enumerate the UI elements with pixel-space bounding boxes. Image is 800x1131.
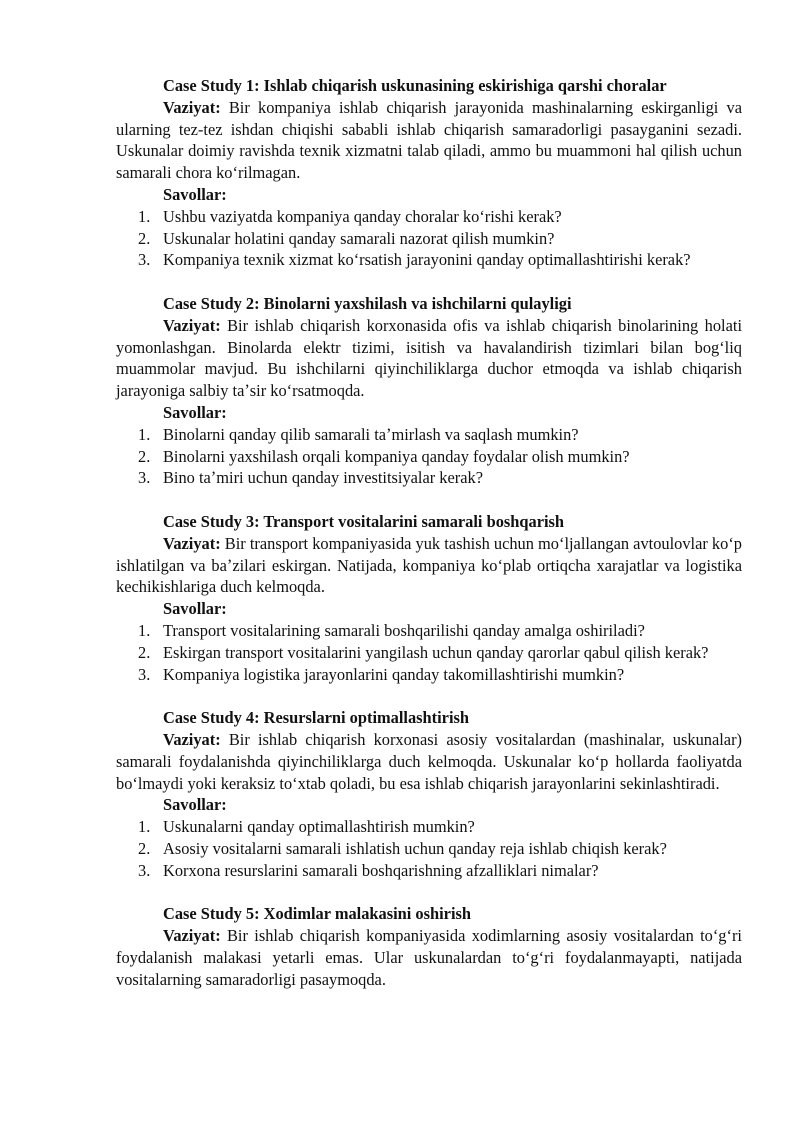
questions-title: Savollar: xyxy=(163,184,227,204)
question-number: 3. xyxy=(138,250,151,270)
situation-text: Bir ishlab chiqarish kompaniyasida xodimlarning asosiy vositalardan toʻgʻri foydalanish malakasi yetarli emas. Ular uskunalardan toʻgʻri foydalanmayapti, natijada vositalarning samaradorligi pasaymoqda. xyxy=(116,926,742,989)
questions-list xyxy=(116,620,742,685)
questions-title: Savollar: xyxy=(163,795,227,815)
question-number: 2. xyxy=(138,446,151,466)
case-study-2 xyxy=(116,293,742,489)
question-text: Ushbu vaziyatda kompaniya qanday choralar koʻrishi kerak? xyxy=(163,206,562,226)
questions-list xyxy=(116,206,742,271)
question-item xyxy=(116,206,742,228)
case-title: Case Study 3: Transport vositalarini samarali boshqarish xyxy=(163,511,565,531)
question-item xyxy=(116,228,742,250)
question-text: Binolarni qanday qilib samarali taʼmirlash va saqlash mumkin? xyxy=(163,424,579,444)
question-item xyxy=(116,642,742,664)
question-item xyxy=(116,664,742,686)
questions-title: Savollar: xyxy=(163,599,227,619)
case-study-1 xyxy=(116,75,742,271)
question-number: 3. xyxy=(138,468,151,488)
case-study-5 xyxy=(116,903,742,990)
question-number: 2. xyxy=(138,838,151,858)
question-item xyxy=(116,446,742,468)
case-study-4 xyxy=(116,707,742,881)
question-text: Bino taʼmiri uchun qanday investitsiyalar kerak? xyxy=(163,468,483,488)
situation-text: Bir ishlab chiqarish korxonasi asosiy vositalardan (mashinalar, uskunalar) samarali foydalanishda qiyinchiliklarga duch kelmoqda. Uskunalar koʻp hollarda faoliyatda boʻlmaydi yoki keraksiz toʻxtab qoladi, bu esa ishlab chiqarish jarayonlarini sekinlashtiradi. xyxy=(116,729,742,793)
question-number: 1. xyxy=(138,424,151,444)
question-number: 3. xyxy=(138,860,151,880)
question-number: 2. xyxy=(138,228,151,248)
question-item xyxy=(116,838,742,860)
question-number: 3. xyxy=(138,664,151,684)
question-text: Transport vositalarining samarali boshqarilishi qanday amalga oshiriladi? xyxy=(163,620,645,640)
question-text: Kompaniya logistika jarayonlarini qanday takomillashtirishi mumkin? xyxy=(163,664,625,684)
case-title: Case Study 5: Xodimlar malakasini oshirish xyxy=(163,904,471,924)
question-item xyxy=(116,424,742,446)
question-text: Asosiy vositalarni samarali ishlatish uchun qanday reja ishlab chiqish kerak? xyxy=(163,838,667,858)
questions-list xyxy=(116,816,742,881)
case-study-3 xyxy=(116,511,742,685)
questions-list xyxy=(116,424,742,489)
vaziyat-label: Vaziyat: xyxy=(163,729,221,749)
vaziyat-label: Vaziyat: xyxy=(163,533,221,553)
situation-text: Bir transport kompaniyasida yuk tashish uchun moʻljallangan avtoulovlar koʻp ishlatilgan va baʼzilari eskirgan. Natijada, kompaniya koʻplab ortiqcha xarajatlar va logistika kechikishlariga duch kelmoqda. xyxy=(116,533,742,597)
question-item xyxy=(116,816,742,838)
question-item xyxy=(116,860,742,882)
situation-paragraph xyxy=(116,533,742,598)
case-title: Case Study 2: Binolarni yaxshilash va ishchilarni qulayligi xyxy=(163,293,572,313)
situation-text: Bir kompaniya ishlab chiqarish jarayonida mashinalarning eskirganligi va ularning tez-tez ishdan chiqishi sababli ishlab chiqarish samaradorligi pasayganini sezadi. Uskunalar doimiy ravishda texnik xizmatni talab qiladi, ammo bu muammoni hal qilish uchun samarali chora koʻrilmagan. xyxy=(116,97,742,183)
vaziyat-label: Vaziyat: xyxy=(163,97,221,117)
situation-paragraph xyxy=(116,97,742,184)
question-text: Eskirgan transport vositalarini yangilash uchun qanday qarorlar qabul qilish kerak? xyxy=(163,642,709,662)
vaziyat-label: Vaziyat: xyxy=(163,315,221,335)
question-number: 1. xyxy=(138,206,151,226)
question-item xyxy=(116,249,742,271)
questions-title: Savollar: xyxy=(163,402,227,422)
question-item xyxy=(116,620,742,642)
question-text: Uskunalarni qanday optimallashtirish mumkin? xyxy=(163,817,475,837)
case-title: Case Study 4: Resurslarni optimallashtirish xyxy=(163,708,469,728)
question-text: Kompaniya texnik xizmat koʻrsatish jarayonini qanday optimallashtirishi kerak? xyxy=(163,250,691,270)
case-title: Case Study 1: Ishlab chiqarish uskunasining eskirishiga qarshi choralar xyxy=(163,76,667,95)
situation-paragraph xyxy=(116,925,742,990)
vaziyat-label: Vaziyat: xyxy=(163,926,221,946)
situation-text: Bir ishlab chiqarish korxonasida ofis va ishlab chiqarish binolarining holati yomonlashgan. Binolarda elektr tizimi, isitish va havalandirish tizimlari bilan bogʻliq muammolar mavjud. Bu ishchilarni qiyinchiliklarga duchor etmoqda va ishlab chiqarish jarayoniga salbiy taʼsir koʻrsatmoqda. xyxy=(116,315,742,401)
question-number: 1. xyxy=(138,620,151,640)
question-number: 1. xyxy=(138,817,151,837)
question-text: Uskunalar holatini qanday samarali nazorat qilish mumkin? xyxy=(163,228,555,248)
document-page xyxy=(116,75,742,1012)
question-number: 2. xyxy=(138,642,151,662)
question-text: Korxona resurslarini samarali boshqarishning afzalliklari nimalar? xyxy=(163,860,599,880)
situation-paragraph xyxy=(116,729,742,794)
question-text: Binolarni yaxshilash orqali kompaniya qanday foydalar olish mumkin? xyxy=(163,446,630,466)
question-item xyxy=(116,467,742,489)
situation-paragraph xyxy=(116,315,742,402)
